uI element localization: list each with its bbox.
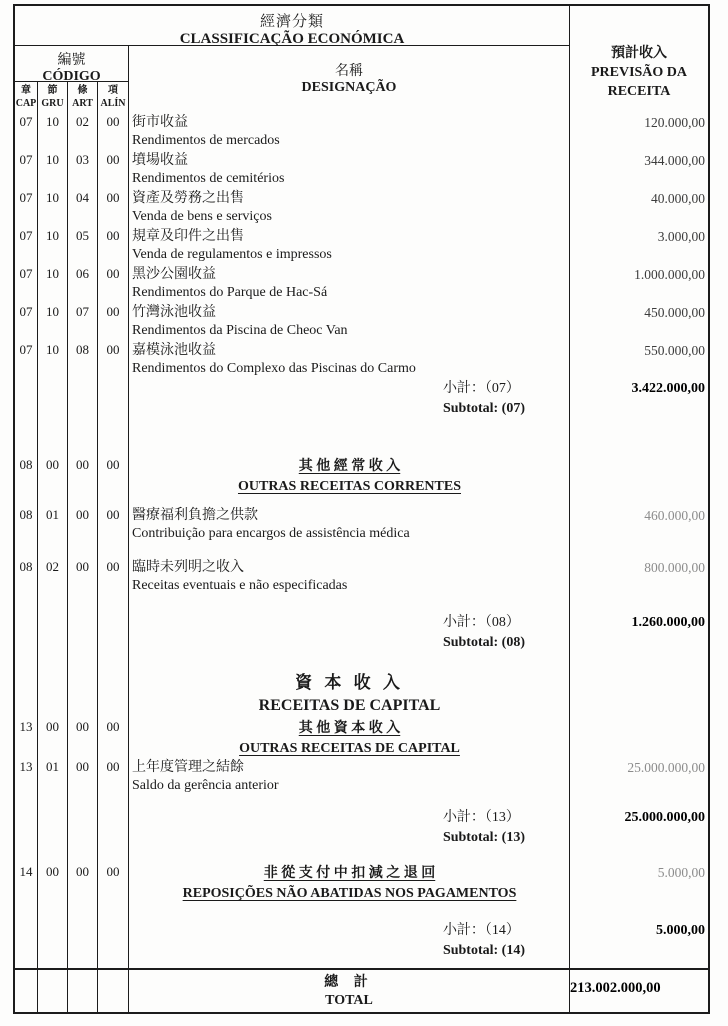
item-name-zh: 黑沙公園收益 <box>132 267 216 282</box>
subtotal-label-zh: 小計：（07） <box>442 381 520 396</box>
item-name-zh: 資產及勞務之出售 <box>132 191 244 206</box>
code-gru <box>38 807 68 862</box>
table-row-item <box>15 188 708 226</box>
subtotal-label-pt: Subtotal: (07) <box>442 401 525 416</box>
header-classification-pt: CLASSIFICAÇÃO ECONÓMICA <box>179 31 405 47</box>
subtotal-designation <box>129 807 570 862</box>
table-row-item <box>15 226 708 264</box>
amount-value: 344.000,00 <box>644 153 705 168</box>
code-gru: 00 <box>38 862 68 920</box>
amount-value: 25.000.000,00 <box>627 760 705 775</box>
code-alin <box>98 662 129 717</box>
header-revenue-pt-line1: PREVISÃO DA <box>590 65 688 80</box>
subtotal-amount: 5.000,00 <box>656 923 705 938</box>
code-gru: 02 <box>38 557 68 612</box>
subtotal-label-pt: Subtotal: (13) <box>442 830 525 845</box>
amount-value: 1.000.000,00 <box>634 267 705 282</box>
header-col-art: 條 ART <box>68 82 98 112</box>
code-gru: 10 <box>38 226 68 264</box>
amount-value <box>570 717 708 757</box>
code-gru: 10 <box>38 264 68 302</box>
code-cap: 07 <box>15 188 38 226</box>
item-name-pt: Venda de regulamentos e impressos <box>132 247 332 262</box>
code-art: 00 <box>68 757 98 807</box>
table-row-item <box>15 505 708 557</box>
table-row-item <box>15 340 708 378</box>
code-gru <box>38 612 68 662</box>
table-row-item <box>15 557 708 612</box>
header-col-cap: 章 CAP <box>15 82 38 112</box>
item-name-pt: Rendimentos do Complexo das Piscinas do Carmo <box>132 361 416 376</box>
header-col-alin: 項 ALÍN <box>98 82 129 112</box>
header-designation-zh: 名稱 <box>335 64 363 79</box>
code-alin <box>98 970 129 1012</box>
item-name-zh: 墳場收益 <box>132 153 188 168</box>
total-designation <box>129 970 570 1012</box>
code-alin: 00 <box>98 557 129 612</box>
item-name-pt: Venda de bens e serviços <box>132 209 272 224</box>
code-alin: 00 <box>98 757 129 807</box>
table-row-section <box>15 455 708 505</box>
code-art: 05 <box>68 226 98 264</box>
table-row-total <box>15 968 708 1012</box>
amount-value: 40.000,00 <box>651 191 705 206</box>
item-designation <box>129 340 570 378</box>
code-art: 07 <box>68 302 98 340</box>
item-designation <box>129 226 570 264</box>
total-label-zh: 總 計 <box>324 975 374 990</box>
table-row-item <box>15 302 708 340</box>
code-alin: 00 <box>98 505 129 557</box>
code-gru: 10 <box>38 302 68 340</box>
code-cap: 13 <box>15 717 38 757</box>
item-name-pt: Rendimentos de cemitérios <box>132 171 285 186</box>
header-col-gru: 節 GRU <box>38 82 68 112</box>
subtotal-label-zh: 小計：（13） <box>442 810 520 825</box>
code-cap: 07 <box>15 340 38 378</box>
item-designation <box>129 557 570 612</box>
subtotal-label-zh: 小計：（08） <box>442 615 520 630</box>
amount-value: 550.000,00 <box>644 343 705 358</box>
code-alin: 00 <box>98 455 129 505</box>
code-alin: 00 <box>98 112 129 150</box>
table-row-item <box>15 757 708 807</box>
economic-classification-table <box>13 4 710 1014</box>
section-designation <box>129 455 570 505</box>
item-name-zh: 醫療福利負擔之供款 <box>132 508 258 523</box>
item-designation <box>129 264 570 302</box>
code-alin: 00 <box>98 302 129 340</box>
item-name-pt: Rendimentos da Piscina de Cheoc Van <box>132 323 348 338</box>
code-alin: 00 <box>98 264 129 302</box>
table-row-subtotal <box>15 378 708 455</box>
code-alin: 00 <box>98 340 129 378</box>
header-revenue-zh: 預計收入 <box>611 46 667 61</box>
table-row-subtotal <box>15 920 708 968</box>
subtotal-designation <box>129 920 570 968</box>
item-name-pt: Rendimentos do Parque de Hac-Sá <box>132 285 328 300</box>
subtotal-label-pt: Subtotal: (08) <box>442 635 525 650</box>
total-amount: 213.002.000,00 <box>570 980 661 996</box>
amount-value <box>570 455 708 505</box>
code-art <box>68 920 98 968</box>
code-cap: 07 <box>15 264 38 302</box>
code-art: 06 <box>68 264 98 302</box>
total-label-pt: TOTAL <box>325 993 373 1008</box>
code-art: 03 <box>68 150 98 188</box>
code-alin: 00 <box>98 188 129 226</box>
subtotal-label-zh: 小計：（14） <box>442 923 520 938</box>
item-designation <box>129 302 570 340</box>
amount-value: 3.000,00 <box>657 229 705 244</box>
code-cap <box>15 970 38 1012</box>
subtotal-designation <box>129 612 570 662</box>
header-revenue-pt-line2: RECEITA <box>607 84 671 99</box>
code-cap <box>15 920 38 968</box>
subtotal-amount: 25.000.000,00 <box>624 810 705 825</box>
table-row-item <box>15 150 708 188</box>
item-name-pt: Rendimentos de mercados <box>132 133 280 148</box>
code-gru <box>38 920 68 968</box>
amount-value: 450.000,00 <box>644 305 705 320</box>
item-name-pt: Contribuição para encargos de assistência médica <box>132 526 410 541</box>
code-alin <box>98 378 129 455</box>
section-title-pt: OUTRAS RECEITAS CORRENTES <box>237 479 461 494</box>
code-art: 00 <box>68 455 98 505</box>
amount-value: 120.000,00 <box>644 115 705 130</box>
item-name-zh: 嘉模泳池收益 <box>132 343 216 358</box>
code-alin <box>98 920 129 968</box>
code-gru: 01 <box>38 757 68 807</box>
code-art: 00 <box>68 862 98 920</box>
amount-value: 5.000,00 <box>657 865 705 880</box>
amount-value: 460.000,00 <box>644 508 705 523</box>
header-classification <box>15 6 570 46</box>
code-art <box>68 970 98 1012</box>
header-code <box>15 46 129 82</box>
amount-value: 800.000,00 <box>644 560 705 575</box>
subtotal-amount: 1.260.000,00 <box>631 615 705 630</box>
code-gru: 10 <box>38 188 68 226</box>
section-title-zh: 其 他 資 本 收 入 <box>298 721 401 736</box>
subtotal-designation <box>129 378 570 455</box>
item-designation <box>129 150 570 188</box>
code-alin: 00 <box>98 150 129 188</box>
code-cap: 07 <box>15 302 38 340</box>
section-title-zh: 其 他 經 常 收 入 <box>298 459 401 474</box>
code-alin: 00 <box>98 862 129 920</box>
chapter-title-designation <box>129 662 570 717</box>
code-art <box>68 378 98 455</box>
code-art: 00 <box>68 717 98 757</box>
code-art: 00 <box>68 557 98 612</box>
code-art: 04 <box>68 188 98 226</box>
item-name-pt: Saldo da gerência anterior <box>132 778 279 793</box>
code-art <box>68 612 98 662</box>
code-gru: 00 <box>38 717 68 757</box>
item-name-pt: Receitas eventuais e não especificadas <box>132 578 348 593</box>
table-row-item <box>15 264 708 302</box>
header-designation-pt: DESIGNAÇÃO <box>301 80 397 95</box>
code-art: 02 <box>68 112 98 150</box>
header-classification-zh: 經濟分類 <box>259 14 324 30</box>
section-title-pt: REPOSIÇÕES NÃO ABATIDAS NOS PAGAMENTOS <box>182 886 517 901</box>
table-row-item <box>15 112 708 150</box>
subtotal-label-pt: Subtotal: (14) <box>442 943 525 958</box>
code-cap: 13 <box>15 757 38 807</box>
code-gru: 10 <box>38 112 68 150</box>
code-alin <box>98 807 129 862</box>
section-designation <box>129 862 570 920</box>
code-alin: 00 <box>98 226 129 264</box>
code-art: 00 <box>68 505 98 557</box>
code-cap <box>15 612 38 662</box>
code-cap <box>15 662 38 717</box>
code-cap: 07 <box>15 150 38 188</box>
table-row-section <box>15 717 708 757</box>
code-cap: 07 <box>15 112 38 150</box>
code-cap: 08 <box>15 557 38 612</box>
section-designation <box>129 717 570 757</box>
code-alin: 00 <box>98 717 129 757</box>
code-gru: 01 <box>38 505 68 557</box>
code-gru: 10 <box>38 340 68 378</box>
header-revenue-column <box>570 6 708 112</box>
code-art <box>68 807 98 862</box>
item-designation <box>129 112 570 150</box>
code-cap <box>15 807 38 862</box>
table-row-subtotal <box>15 612 708 662</box>
code-gru <box>38 378 68 455</box>
code-gru <box>38 970 68 1012</box>
code-alin <box>98 612 129 662</box>
code-gru <box>38 662 68 717</box>
header-code-zh: 編號 <box>57 53 86 68</box>
item-name-zh: 上年度管理之結餘 <box>132 760 244 775</box>
code-cap: 07 <box>15 226 38 264</box>
code-cap: 08 <box>15 505 38 557</box>
chapter-title-zh: 資 本 收 入 <box>295 673 404 692</box>
section-title-pt: OUTRAS RECEITAS DE CAPITAL <box>239 741 460 756</box>
code-gru: 10 <box>38 150 68 188</box>
item-designation <box>129 188 570 226</box>
item-designation <box>129 505 570 557</box>
item-name-zh: 竹灣泳池收益 <box>132 305 216 320</box>
chapter-title-pt: RECEITAS DE CAPITAL <box>258 697 441 714</box>
item-name-zh: 規章及印件之出售 <box>132 229 244 244</box>
table-row-chapter-title <box>15 662 708 717</box>
table-row-subtotal <box>15 807 708 862</box>
code-gru: 00 <box>38 455 68 505</box>
item-designation <box>129 757 570 807</box>
item-name-zh: 街市收益 <box>132 115 188 130</box>
header-code-pt: CÓDIGO <box>42 69 101 84</box>
amount-value <box>570 662 708 717</box>
table-row-section <box>15 862 708 920</box>
code-cap: 08 <box>15 455 38 505</box>
code-art <box>68 662 98 717</box>
code-cap: 14 <box>15 862 38 920</box>
section-title-zh: 非 從 支 付 中 扣 減 之 退 回 <box>263 866 436 881</box>
subtotal-amount: 3.422.000,00 <box>631 381 705 396</box>
header-designation-spacer <box>129 82 570 112</box>
item-name-zh: 臨時未列明之收入 <box>132 560 244 575</box>
table-header <box>15 6 708 112</box>
code-cap <box>15 378 38 455</box>
code-art: 08 <box>68 340 98 378</box>
